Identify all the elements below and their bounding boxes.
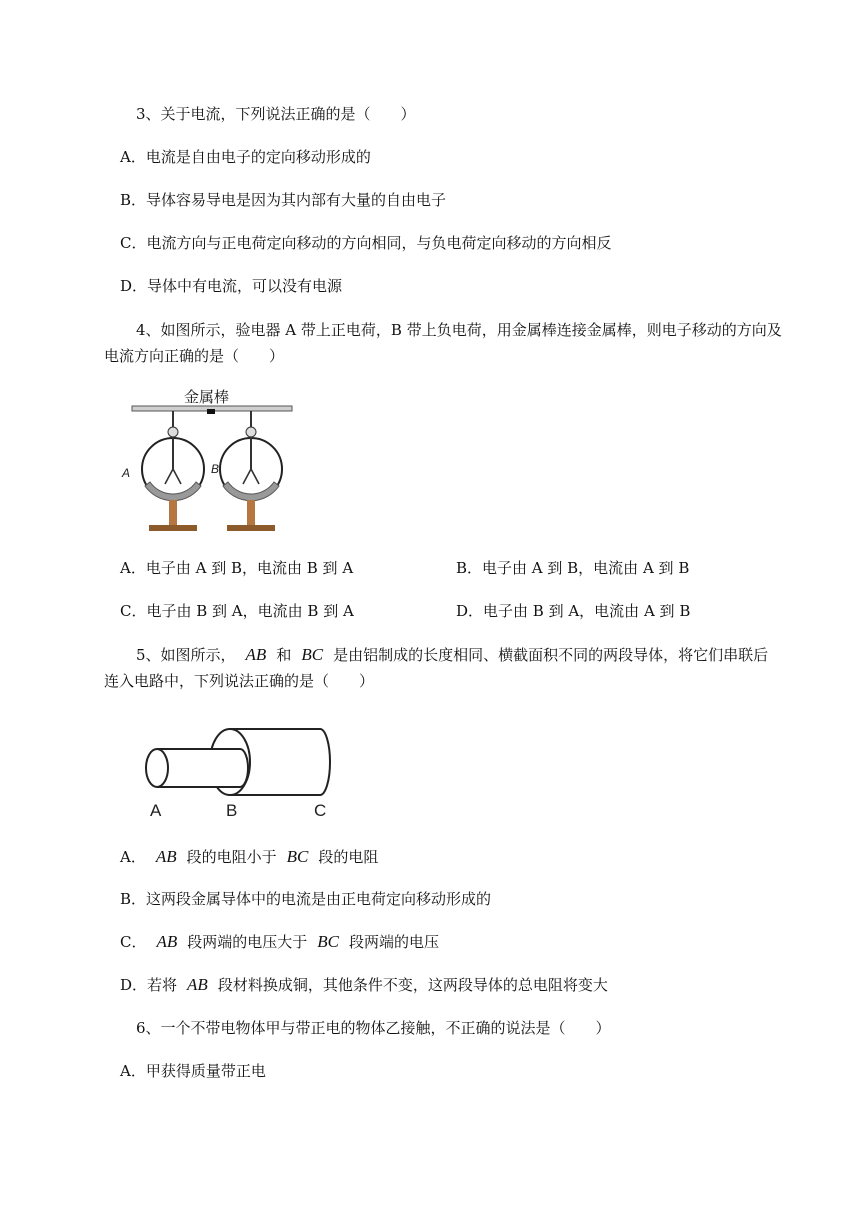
- q5-d-post: 段材料换成铜，其他条件不变，这两段导体的总电阻将变大: [217, 976, 608, 994]
- electroscope-b: [220, 411, 282, 531]
- cylinder-ab-face: [146, 749, 168, 787]
- q5-option-d: [120, 974, 608, 996]
- point-a: A: [150, 801, 162, 820]
- q5-stem-line1: [136, 644, 768, 666]
- q4-stem-line2: 电流方向正确的是（ ）: [104, 347, 285, 365]
- var-bc: BC: [317, 932, 340, 951]
- q5-option-b: B．这两段金属导体中的电流是由正电荷定向移动形成的: [120, 890, 492, 908]
- q5-d-pre: D．若将: [120, 976, 178, 994]
- electroscope-a: [142, 411, 204, 531]
- q5-and: 和: [276, 646, 292, 664]
- q5-a-mid: 段的电阻小于: [186, 848, 277, 866]
- q5-stem-post: 是由铝制成的长度相同、横截面积不同的两段导体，将它们串联后: [333, 646, 769, 664]
- var-ab: AB: [245, 645, 267, 664]
- q5-c-pre: C．: [120, 933, 147, 951]
- var-bc: BC: [286, 847, 309, 866]
- point-b: B: [226, 801, 238, 820]
- cylinder-ab: [157, 749, 248, 787]
- q5-stem-pre: 5、如图所示，: [136, 646, 236, 664]
- q3-option-c: C．电流方向与正电荷定向移动的方向相同，与负电荷定向移动的方向相反: [120, 234, 612, 252]
- q5-a-post: 段的电阻: [318, 848, 379, 866]
- var-ab: AB: [155, 847, 177, 866]
- q5-c-mid: 段两端的电压大于: [187, 933, 308, 951]
- q5-stem-line2: 连入电路中，下列说法正确的是（ ）: [104, 672, 375, 690]
- label-a: A: [122, 466, 131, 480]
- point-c: C: [314, 801, 327, 820]
- q3-option-d: D．导体中有电流，可以没有电源: [120, 277, 343, 295]
- q3-option-a: A．电流是自由电子的定向移动形成的: [120, 148, 371, 166]
- var-bc: BC: [301, 645, 324, 664]
- electroscope-figure: [118, 382, 308, 538]
- var-ab: AB: [156, 932, 178, 951]
- rod-clip: [207, 409, 215, 414]
- q4-option-a: A．电子由 A 到 B，电流由 B 到 A: [120, 559, 354, 577]
- q5-option-c: [120, 931, 439, 953]
- q6-option-a: A．甲获得质量带正电: [120, 1062, 266, 1080]
- q4-stem-line1: 4、如图所示，验电器 A 带上正电荷，B 带上负电荷，用金属棒连接金属棒，则电子移动的方向及: [136, 321, 782, 339]
- q4-option-b: B．电子由 A 到 B，电流由 A 到 B: [456, 559, 690, 577]
- q4-option-c: C．电子由 B 到 A，电流由 B 到 A: [120, 602, 354, 620]
- q5-c-post: 段两端的电压: [349, 933, 440, 951]
- q3-stem: 3、关于电流，下列说法正确的是（ ）: [136, 105, 416, 123]
- label-b: B: [211, 462, 220, 476]
- var-ab: AB: [187, 975, 208, 994]
- q4-option-d: D．电子由 B 到 A，电流由 A 到 B: [456, 602, 691, 620]
- metal-rod-label: 金属棒: [184, 389, 230, 406]
- q6-stem: 6、一个不带电物体甲与带正电的物体乙接触，不正确的说法是（ ）: [136, 1019, 611, 1037]
- q5-option-a: [120, 846, 378, 868]
- conductor-figure: [140, 722, 340, 822]
- q3-option-b: B．导体容易导电是因为其内部有大量的自由电子: [120, 191, 447, 209]
- q5-a-pre: A．: [120, 848, 146, 866]
